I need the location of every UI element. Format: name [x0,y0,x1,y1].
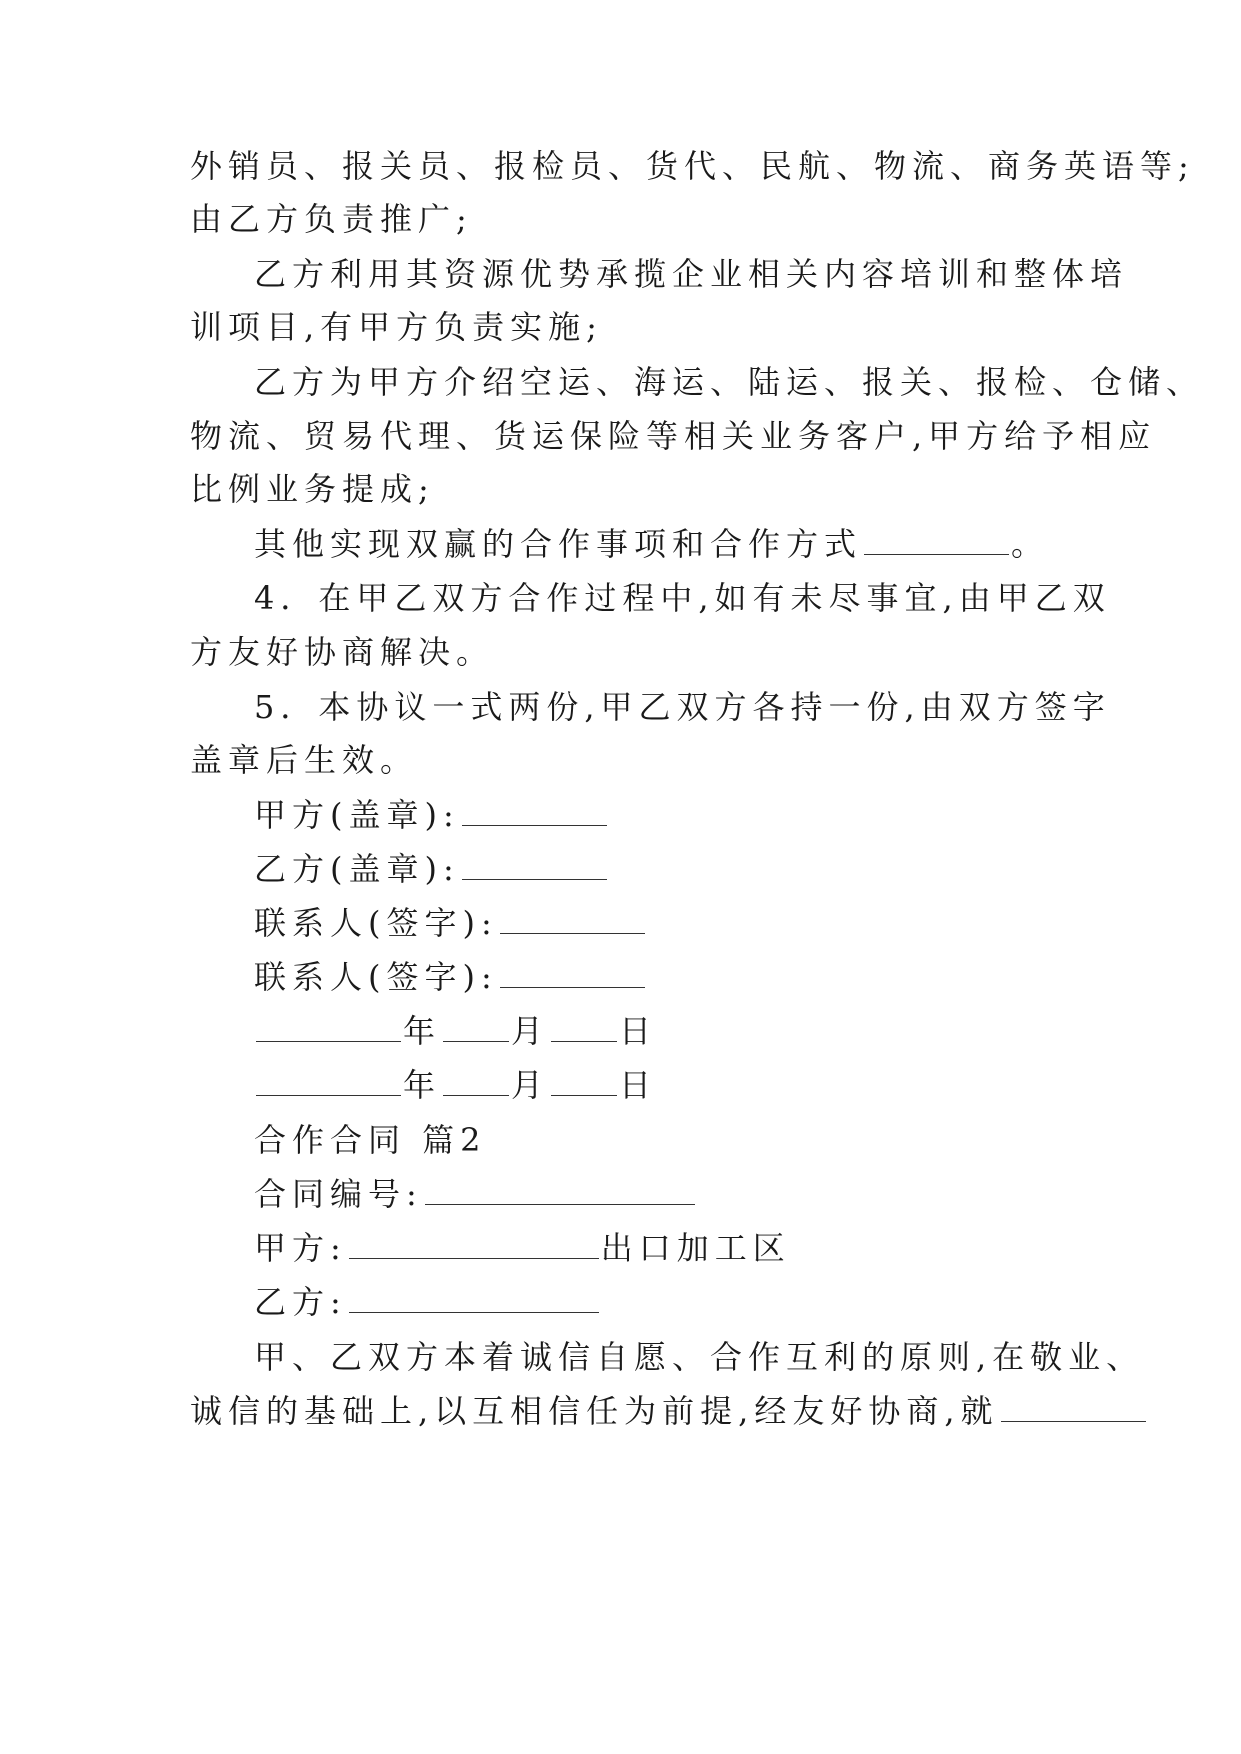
text-line: 5．本协议一式两份,甲乙双方各持一份,由双方签字 [254,688,1111,726]
fill-in-blank [349,1282,599,1313]
fill-in-blank [551,1011,617,1042]
fill-in-blank [256,1065,401,1096]
text-line: 甲、乙双方本着诚信自愿、合作互利的原则,在敬业、 [254,1338,1145,1376]
party-b-seal-line [254,849,609,889]
fill-in-blank [443,1065,509,1096]
text-line: 4．在甲乙双方合作过程中,如有未尽事宜,由甲乙双 [254,579,1111,617]
text-line: 由乙方负责推广; [190,200,473,238]
fill-in-blank [349,1228,599,1259]
text-fragment: 其他实现双赢的合作事项和合作方式 [254,525,863,563]
contract-number-label: 合同编号: [254,1175,423,1213]
fill-in-blank [551,1065,617,1096]
day-label: 日 [619,1012,658,1050]
fill-in-blank [462,849,607,880]
text-line: 盖章后生效。 [190,741,419,779]
year-label: 年 [403,1012,442,1050]
party-a-suffix: 出口加工区 [600,1229,791,1267]
fill-in-blank [1001,1391,1146,1422]
fill-in-blank [864,524,1009,555]
party-a-line [254,1228,791,1268]
party-b-label: 乙方: [254,1283,347,1321]
month-label: 月 [511,1012,550,1050]
fill-in-blank [425,1174,695,1205]
party-b-seal-label: 乙方(盖章): [254,850,460,888]
contact-sign-line [254,957,647,997]
text-line: 乙方利用其资源优势承揽企业相关内容培训和整体培 [254,255,1129,293]
text-line: 训项目,有甲方负责实施; [190,308,603,346]
contact-label: 联系人(签字): [254,958,498,996]
text-line: 乙方为甲方介绍空运、海运、陆运、报关、报检、仓储、 [254,363,1205,401]
party-a-seal-label: 甲方(盖章): [254,796,460,834]
contact-sign-line [254,903,647,943]
party-a-seal-line [254,795,609,835]
text-line [190,1391,1148,1431]
date-line [254,1065,657,1105]
text-line: 外销员、报关员、报检员、货代、民航、物流、商务英语等; [190,147,1195,185]
contact-label: 联系人(签字): [254,904,498,942]
text-fragment: 。 [1011,525,1050,563]
party-a-label: 甲方: [254,1229,347,1267]
text-fragment: 诚信的基础上,以互相信任为前提,经友好协商,就 [190,1392,999,1430]
text-line: 比例业务提成; [190,470,435,508]
fill-in-blank [500,957,645,988]
fill-in-blank [500,903,645,934]
fill-in-blank [443,1011,509,1042]
text-line [254,524,1049,564]
day-label: 日 [619,1066,658,1104]
party-b-line [254,1282,601,1322]
year-label: 年 [403,1066,442,1104]
month-label: 月 [511,1066,550,1104]
fill-in-blank [462,795,607,826]
text-line: 方友好协商解决。 [190,633,495,671]
text-line: 物流、贸易代理、货运保险等相关业务客户,甲方给予相应 [190,417,1157,455]
section-title: 合作合同 篇2 [254,1121,487,1159]
contract-number-line [254,1174,697,1214]
date-line [254,1011,657,1051]
fill-in-blank [256,1011,401,1042]
